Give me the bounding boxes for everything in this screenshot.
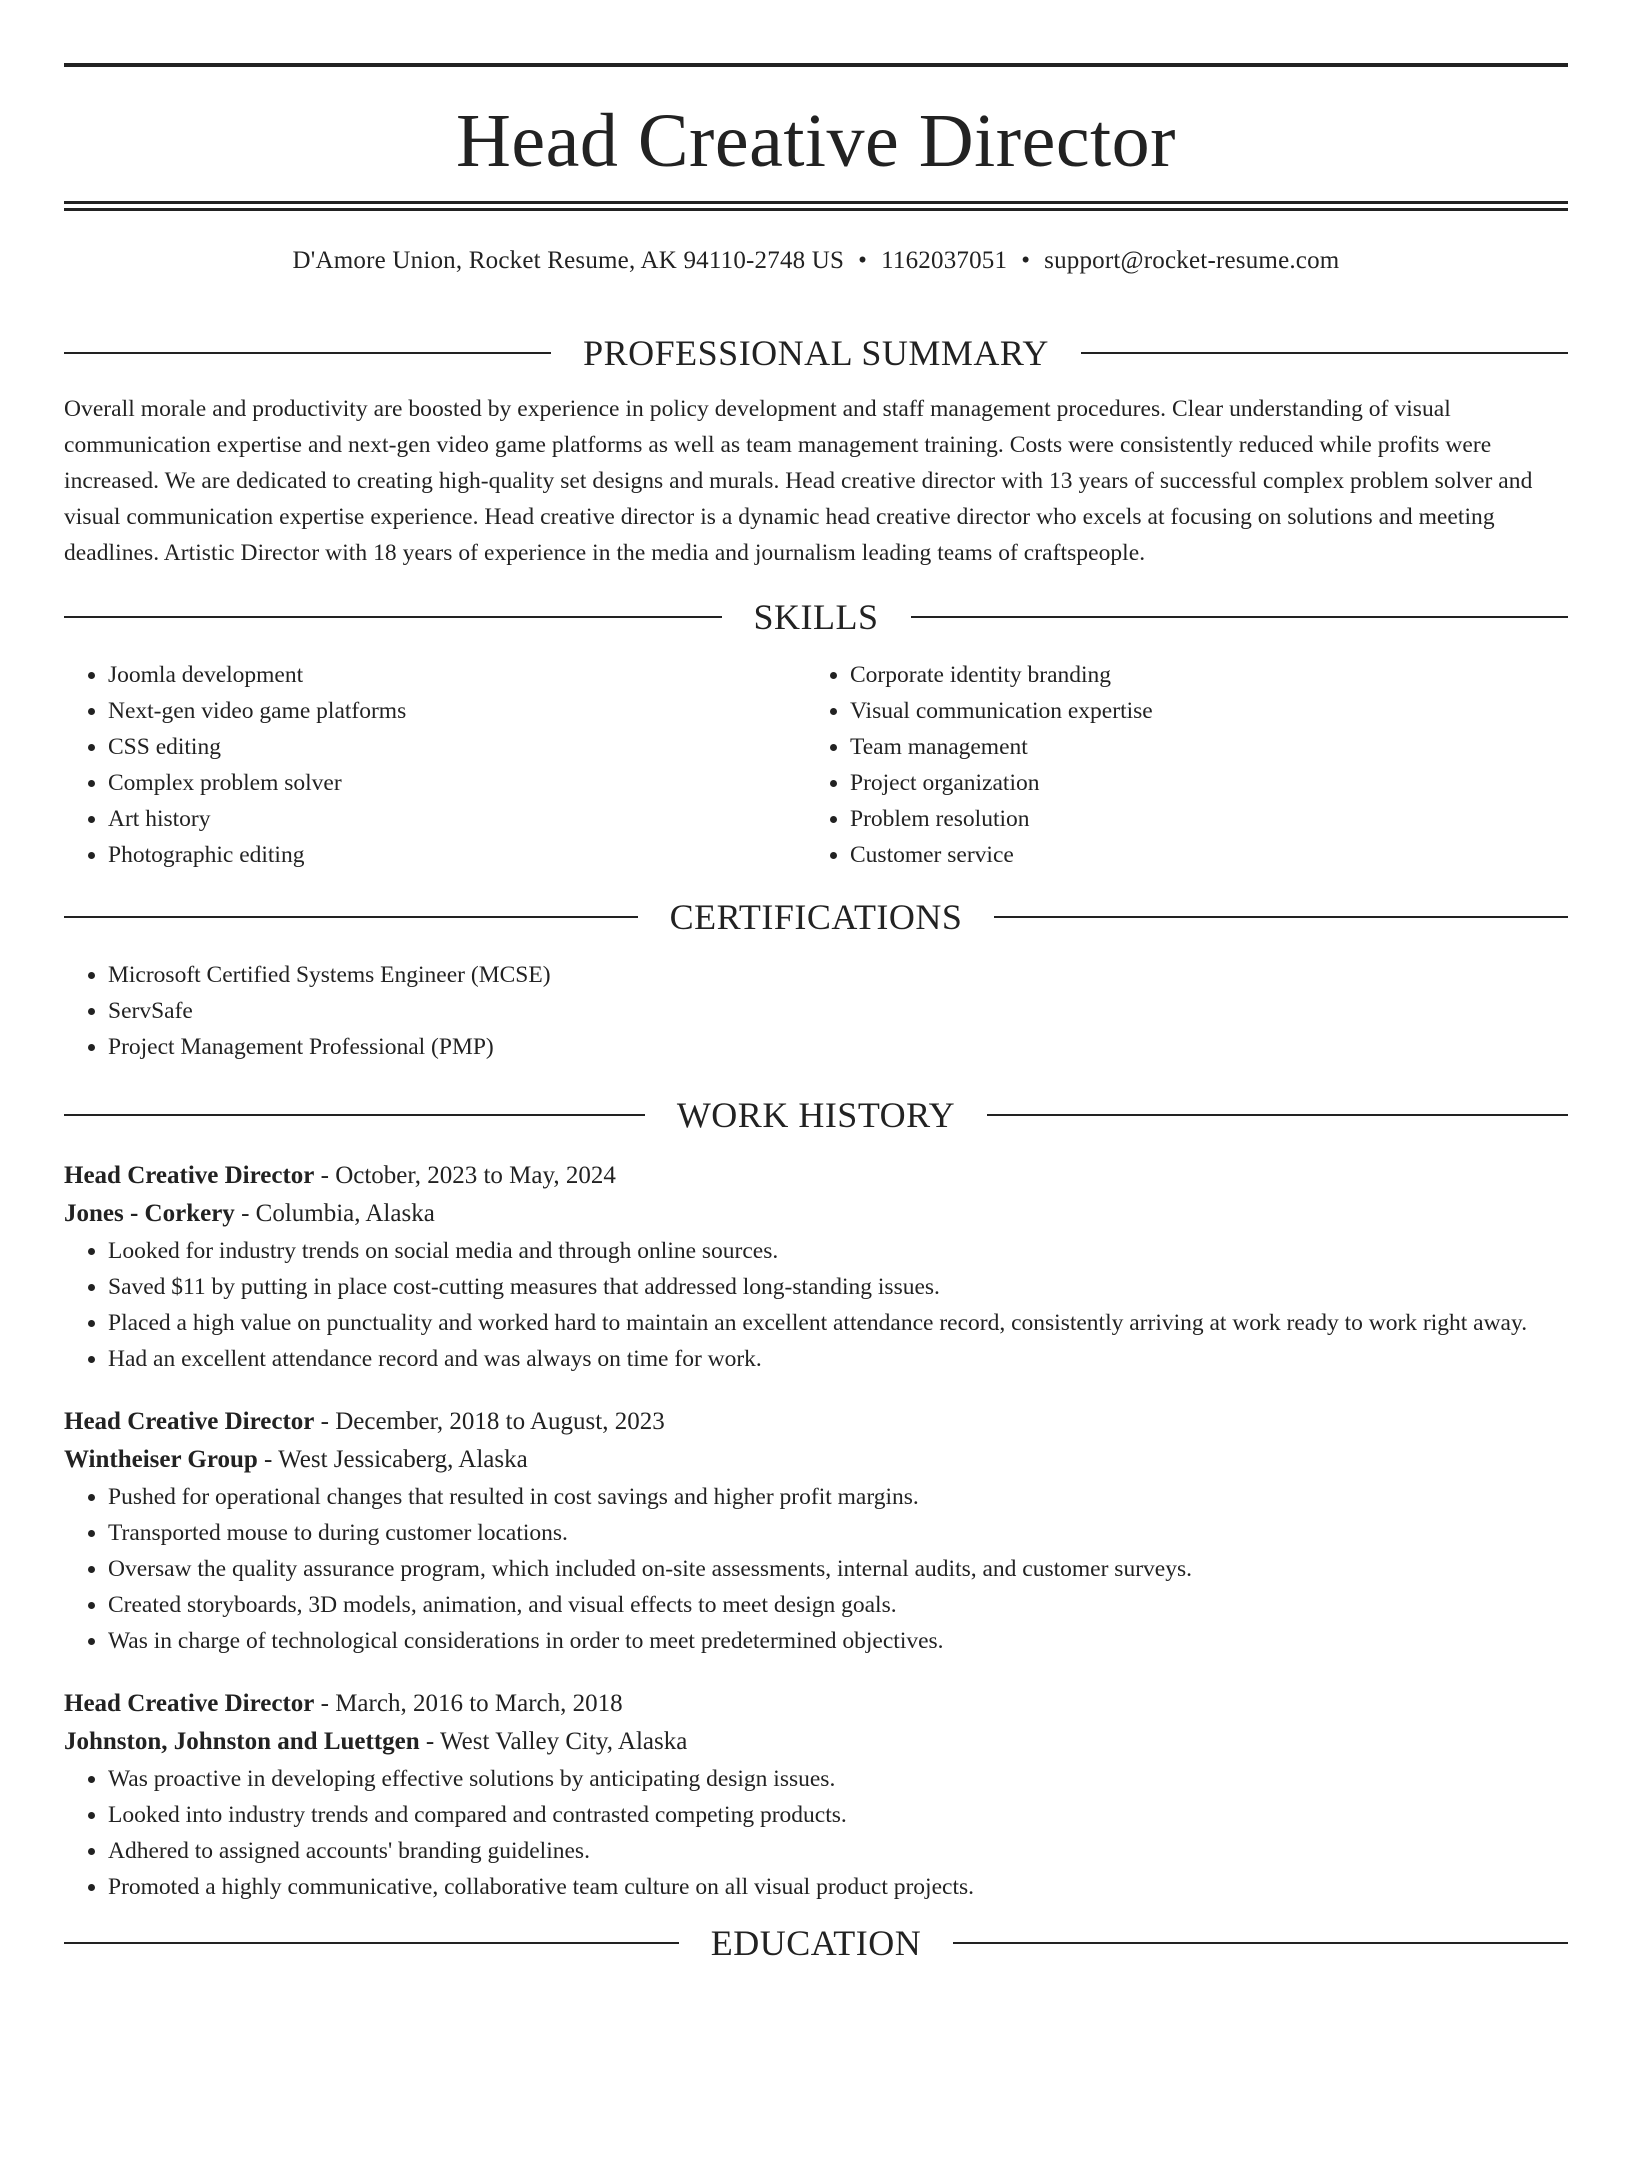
job-bullets [64,1479,1568,1659]
list-item: • Pushed for operational changes that resulted in cost savings and higher profit margins. [108,1479,1568,1515]
section-heading-education [64,1925,1568,1961]
contact-email: support@rocket-resume.com [1044,247,1340,274]
job-company: Jones - Corkery [64,1200,235,1227]
list-item: • Photographic editing [108,837,806,873]
top-rule [64,63,1568,67]
double-rule [64,201,1568,211]
contact-separator: • [1021,247,1031,274]
skills-list-left [64,657,806,873]
contact-phone: 1162037051 [881,247,1008,274]
list-item: • Project Management Professional (PMP) [108,1029,1568,1065]
section-heading-summary [64,335,1568,371]
list-item: • Placed a high value on punctuality and worked hard to maintain an excellent attendance record, consistently arriving at work ready to work right away. [108,1305,1568,1341]
job-bullets [64,1761,1568,1905]
job-role: Head Creative Director [64,1408,315,1435]
section-heading-certifications [64,899,1568,935]
list-item: • Art history [108,801,806,837]
skills-column-right [806,657,1548,873]
job-entry [64,1685,1568,1905]
contact-line [64,247,1568,287]
skills-list-right [806,657,1548,873]
job-company-line [64,1441,1568,1479]
list-item: • Transported mouse to during customer locations. [108,1515,1568,1551]
list-item: • Corporate identity branding [850,657,1548,693]
list-item: • Customer service [850,837,1548,873]
list-item: • Joomla development [108,657,806,693]
section-title-education: EDUCATION [710,1923,922,1963]
list-item: • ServSafe [108,993,1568,1029]
job-role: Head Creative Director [64,1690,315,1717]
list-item: • Looked for industry trends on social media and through online sources. [108,1233,1568,1269]
list-item: • Was proactive in developing effective solutions by anticipating design issues. [108,1761,1568,1797]
job-dates: - March, 2016 to March, 2018 [314,1690,623,1717]
list-item: • Problem resolution [850,801,1548,837]
job-dates: - December, 2018 to August, 2023 [314,1408,665,1435]
contact-address: D'Amore Union, Rocket Resume, AK 94110-2748 US [292,247,845,274]
contact-separator: • [858,247,868,274]
certifications-list [64,957,1568,1065]
section-title-skills: SKILLS [753,597,879,637]
list-item: • Visual communication expertise [850,693,1548,729]
skills-column-left [64,657,806,873]
list-item: • Adhered to assigned accounts' branding guidelines. [108,1833,1568,1869]
list-item: • Looked into industry trends and compared and contrasted competing products. [108,1797,1568,1833]
job-location: - West Jessicaberg, Alaska [257,1446,528,1473]
list-item: • CSS editing [108,729,806,765]
summary-text: Overall morale and productivity are boosted by experience in policy development and staff management procedures. Clear understanding of visual communication expertise and next-gen video game platforms as well as team management training. Costs were consistently reduced while profits were increased. We are dedicated to creating high-quality set designs and murals. Head creative director with 13 years of successful complex problem solver and visual communication expertise experience. Head creative director is a dynamic head creative director who excels at focusing on solutions and meeting deadlines. Artistic Director with 18 years of experience in the media and journalism leading teams of craftspeople. [64,396,1533,566]
list-item: • Oversaw the quality assurance program, which included on-site assessments, internal audits, and customer surveys. [108,1551,1568,1587]
job-company: Wintheiser Group [64,1446,258,1473]
job-entry [64,1403,1568,1659]
job-location: - West Valley City, Alaska [419,1728,688,1755]
resume-page [0,63,1632,2175]
list-item: • Next-gen video game platforms [108,693,806,729]
list-item: • Project organization [850,765,1548,801]
job-title-line [64,1403,1568,1441]
list-item: • Team management [850,729,1548,765]
job-entry [64,1157,1568,1377]
job-title-line [64,1157,1568,1195]
list-item: • Promoted a highly communicative, collaborative team culture on all visual product projects. [108,1869,1568,1905]
job-bullets [64,1233,1568,1377]
job-role: Head Creative Director [64,1162,315,1189]
job-dates: - October, 2023 to May, 2024 [314,1162,616,1189]
job-company-line [64,1723,1568,1761]
section-heading-work-history [64,1097,1568,1133]
job-location: - Columbia, Alaska [234,1200,435,1227]
job-company: Johnston, Johnston and Luettgen [64,1728,420,1755]
work-history-list [64,1157,1568,1905]
list-item: • Complex problem solver [108,765,806,801]
list-item: • Saved $11 by putting in place cost-cutting measures that addressed long-standing issues. [108,1269,1568,1305]
section-heading-skills [64,599,1568,635]
job-company-line [64,1195,1568,1233]
section-title-work-history: WORK HISTORY [676,1095,956,1135]
section-title-certifications: CERTIFICATIONS [669,897,963,937]
list-item: • Was in charge of technological considerations in order to meet predetermined objectives. [108,1623,1568,1659]
skills-grid [64,657,1568,873]
job-title-line [64,1685,1568,1723]
list-item: • Microsoft Certified Systems Engineer (MCSE) [108,957,1568,993]
list-item: • Created storyboards, 3D models, animation, and visual effects to meet design goals. [108,1587,1568,1623]
section-title-summary: PROFESSIONAL SUMMARY [583,333,1049,373]
list-item: • Had an excellent attendance record and was always on time for work. [108,1341,1568,1377]
candidate-name: Head Creative Director [456,99,1176,183]
